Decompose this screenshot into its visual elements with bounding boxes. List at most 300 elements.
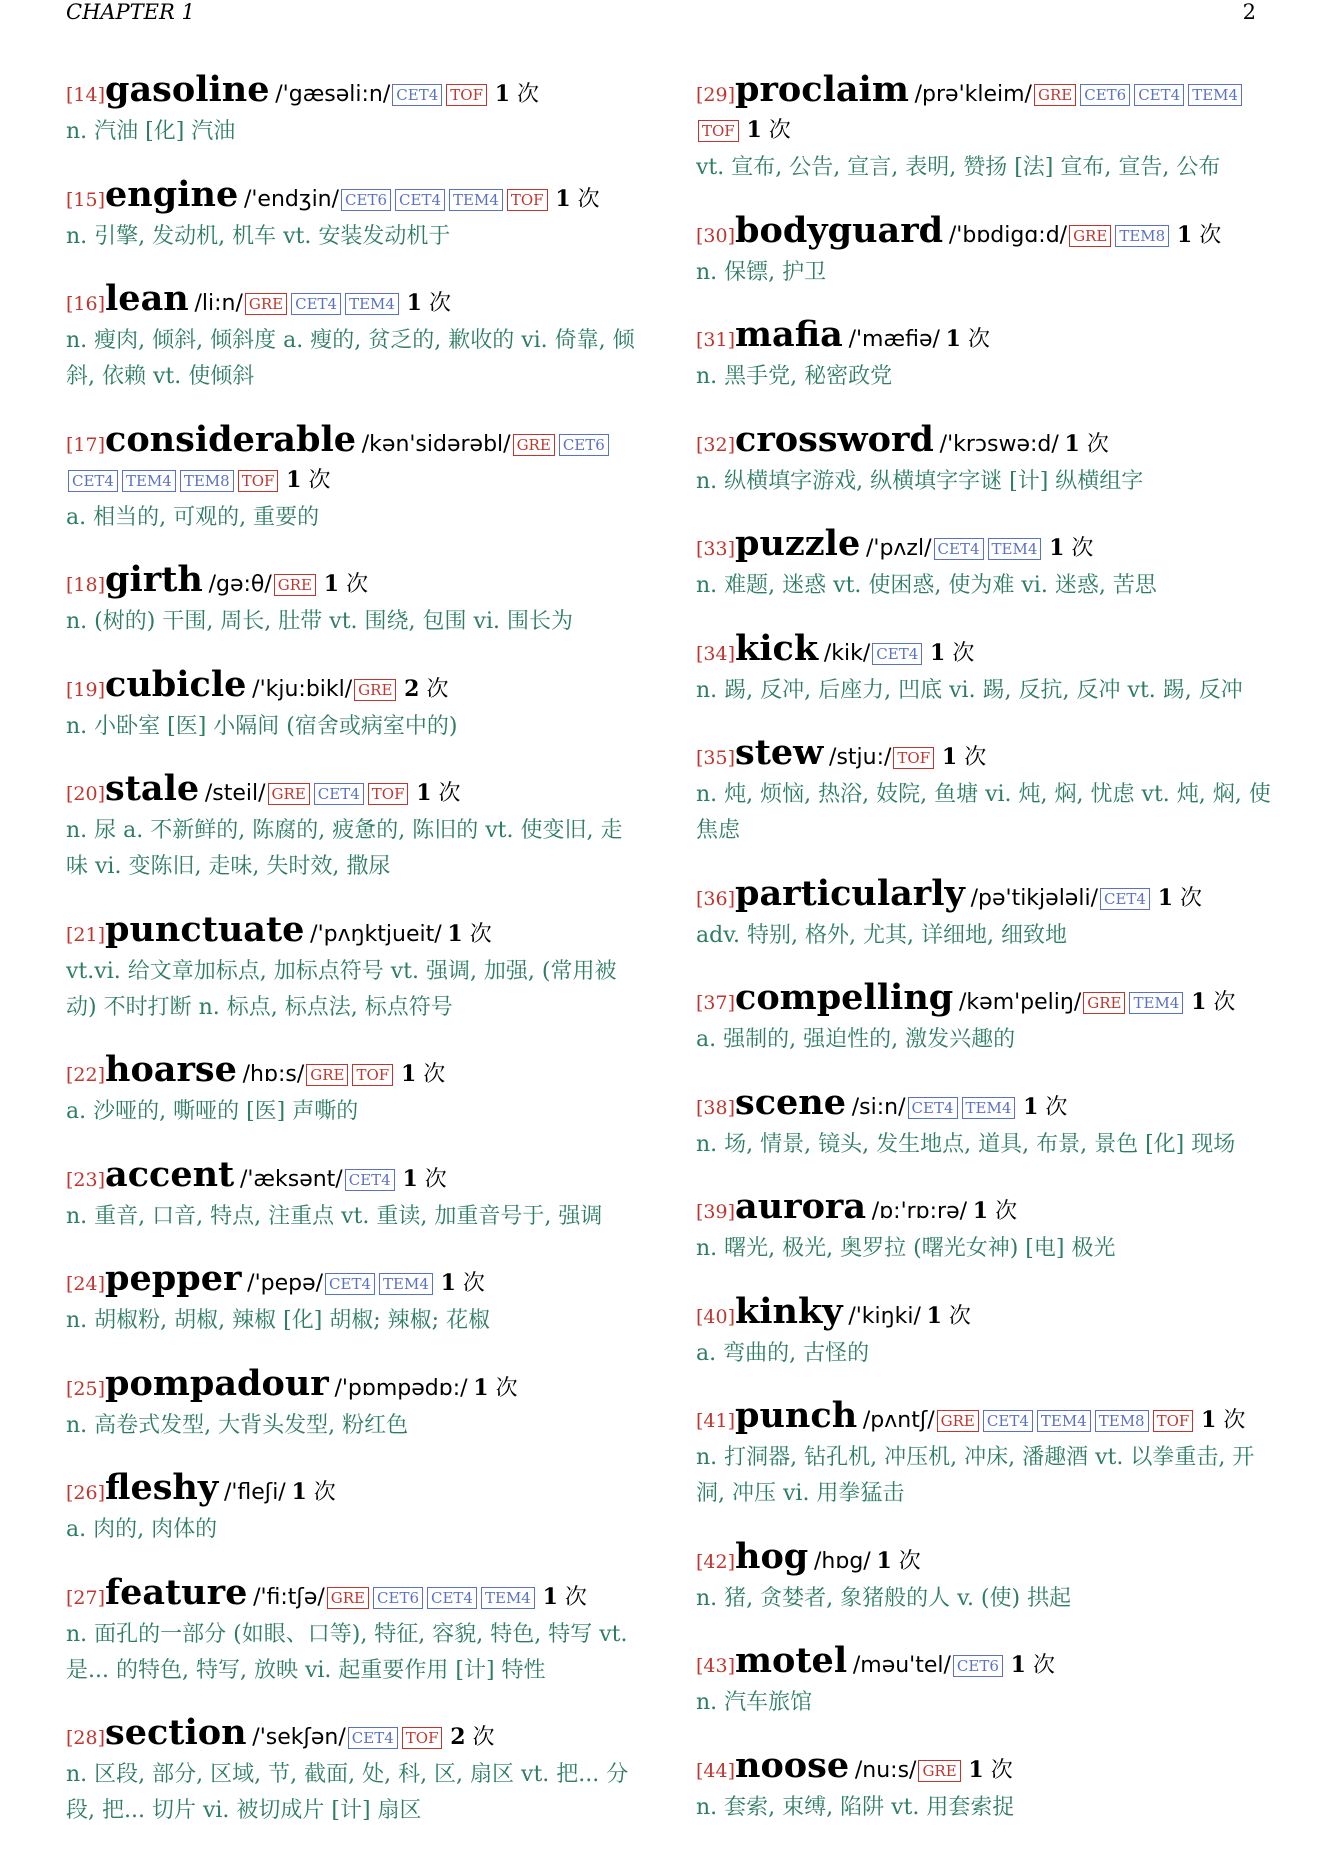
exam-tag-tem4: TEM4 [1188, 84, 1242, 106]
count-value: 1 [542, 1583, 558, 1610]
exam-tag-tof: TOF [698, 120, 739, 142]
headword: pompadour [105, 1362, 329, 1404]
entry-hoarse [66, 1049, 636, 1130]
entry-pepper [66, 1258, 636, 1339]
count-unit: 次 [1032, 1653, 1055, 1678]
phonetic: /kəm'peliŋ/ [959, 990, 1082, 1015]
count-value: 1 [1064, 430, 1080, 457]
entry-girth [66, 559, 636, 640]
entry-number: [28] [66, 1727, 106, 1749]
definition: n. (树的) 干围, 周长, 肚带 vt. 围绕, 包围 vi. 围长为 [66, 609, 573, 634]
exam-tag-tof: TOF [446, 84, 487, 106]
definition: n. 打洞器, 钻孔机, 冲压机, 冲床, 潘趣酒 vt. 以拳重击, 开洞, 冲压 vi. 用拳猛击 [696, 1445, 1255, 1506]
phonetic: /'krɔswə:d/ [939, 431, 1059, 457]
frequency-count [404, 677, 448, 702]
exam-tag-cet4: CET4 [68, 470, 118, 492]
entry-considerable [66, 418, 636, 536]
entry-head [696, 732, 1276, 776]
count-unit: 次 [517, 82, 540, 107]
definition: n. 炖, 烦恼, 热浴, 妓院, 鱼塘 vi. 炖, 焖, 忧虑 vt. 炖, 焖, 使焦虑 [696, 782, 1271, 843]
definition: n. 重音, 口音, 特点, 注重点 vt. 重读, 加重音号于, 强调 [66, 1203, 603, 1229]
count-unit: 次 [346, 572, 369, 597]
headword: puzzle [735, 523, 861, 564]
exam-tag-gre: GRE [354, 679, 396, 701]
exam-tag-tof: TOF [368, 783, 409, 805]
headword: fleshy [105, 1467, 219, 1508]
headword: kick [735, 627, 819, 669]
exam-tag-gre: GRE [513, 434, 555, 456]
headword: lean [105, 278, 189, 319]
entry-scene [696, 1081, 1276, 1163]
exam-tag-tof: TOF [402, 1727, 443, 1749]
count-unit: 次 [472, 1725, 495, 1750]
phonetic: /'endʒin/ [243, 186, 340, 212]
entry-number: [24] [66, 1273, 106, 1295]
definition: n. 区段, 部分, 区域, 节, 截面, 处, 科, 区, 扇区 vt. 把... 分段, 把... 切片 vi. 被切成片 [计] 扇区 [66, 1762, 629, 1823]
count-unit: 次 [462, 1271, 485, 1296]
exam-tag-tof: TOF [507, 189, 548, 211]
count-unit: 次 [990, 1757, 1013, 1783]
entry-number: [18] [66, 574, 106, 596]
entry-number: [15] [66, 188, 106, 211]
entry-head [66, 418, 636, 499]
entry-head [66, 278, 636, 322]
entry-number: [44] [696, 1759, 736, 1782]
phonetic: /pə'tikjələli/ [970, 885, 1098, 911]
entry-number: [31] [696, 329, 736, 351]
headword: noose [735, 1744, 850, 1786]
frequency-count [441, 1271, 485, 1296]
phonetic: /hɒg/ [814, 1548, 871, 1574]
frequency-count [942, 745, 986, 770]
entry-lean [66, 278, 636, 395]
entry-motel [696, 1640, 1276, 1721]
phonetic: /'kju:bikl/ [252, 676, 353, 702]
entry-head [66, 663, 636, 708]
count-value: 1 [1201, 1407, 1217, 1433]
entry-section [66, 1712, 636, 1829]
exam-tag-tem8: TEM8 [180, 470, 234, 492]
count-unit: 次 [898, 1548, 921, 1574]
definition: n. 汽油 [化] 汽油 [66, 119, 236, 144]
count-unit: 次 [428, 291, 451, 316]
entry-head [696, 1744, 1276, 1789]
exam-tag-cet4: CET4 [395, 189, 445, 211]
entry-head [66, 1571, 636, 1616]
entry-kick [696, 627, 1276, 709]
phonetic: /kən'sidərəbl/ [361, 431, 511, 457]
phonetic: /'pepə/ [247, 1271, 324, 1296]
count-unit: 次 [495, 1375, 518, 1401]
frequency-count [286, 468, 330, 493]
exam-tag-cet4: CET4 [908, 1097, 958, 1119]
entry-stale [66, 768, 636, 885]
frequency-count [973, 1199, 1017, 1224]
entry-number: [43] [696, 1655, 736, 1677]
chapter-title: CHAPTER 1 [66, 0, 195, 24]
frequency-count [930, 641, 974, 666]
frequency-count [555, 187, 599, 212]
entry-number: [37] [696, 992, 736, 1014]
count-unit: 次 [438, 781, 461, 806]
count-value: 1 [400, 1061, 417, 1087]
exam-tag-tem4: TEM4 [481, 1587, 535, 1609]
count-value: 1 [494, 81, 511, 107]
exam-tag-tem4: TEM4 [962, 1097, 1016, 1119]
exam-tag-cet4: CET4 [348, 1727, 398, 1749]
phonetic: /pʌntʃ/ [862, 1408, 935, 1433]
headword: punch [735, 1395, 858, 1436]
entry-number: [39] [696, 1201, 736, 1223]
phonetic: /'fleʃi/ [223, 1480, 286, 1505]
entry-aurora [696, 1186, 1276, 1267]
exam-tag-tem4: TEM4 [1129, 992, 1183, 1014]
entry-number: [17] [66, 433, 106, 456]
exam-tag-gre: GRE [937, 1410, 979, 1432]
headword: feature [105, 1571, 248, 1613]
exam-tag-tem4: TEM4 [1037, 1410, 1091, 1432]
definition: n. 踢, 反冲, 后座力, 凹底 vi. 踢, 反抗, 反冲 vt. 踢, 反冲 [696, 677, 1243, 703]
frequency-count [876, 1549, 920, 1574]
entry-punch [696, 1395, 1276, 1512]
headword: pepper [105, 1258, 242, 1299]
headword: particularly [735, 872, 965, 914]
phonetic: /'bɒdigɑ:d/ [948, 222, 1068, 248]
entry-number: [30] [696, 224, 736, 247]
entry-number: [41] [696, 1410, 736, 1432]
entry-number: [29] [696, 84, 736, 106]
phonetic: /'pɒmpədɒ:/ [334, 1375, 468, 1401]
exam-tag-gre: GRE [1034, 84, 1076, 106]
phonetic: /'pʌzl/ [865, 536, 932, 561]
headword: gasoline [105, 69, 270, 110]
entry-head [696, 1640, 1276, 1684]
definition: n. 汽车旅馆 [696, 1690, 813, 1715]
exam-tag-cet4: CET4 [345, 1169, 395, 1191]
headword: scene [735, 1081, 847, 1123]
definition: n. 猪, 贪婪者, 象猪般的人 v. (使) 拱起 [696, 1585, 1072, 1611]
count-value: 1 [323, 571, 340, 597]
headword: motel [735, 1640, 848, 1681]
exam-tag-gre: GRE [1083, 992, 1125, 1014]
count-value: 1 [440, 1270, 456, 1296]
phonetic: /ɒ:'rɒ:rə/ [871, 1199, 968, 1224]
definition: n. 场, 情景, 镜头, 发生地点, 道具, 布景, 景色 [化] 现场 [696, 1131, 1236, 1157]
phonetic: /steil/ [204, 781, 266, 806]
exam-tag-tem4: TEM4 [449, 189, 503, 211]
phonetic: /məu'tel/ [852, 1653, 951, 1678]
exam-tag-tem4: TEM4 [122, 470, 176, 492]
exam-tag-gre: GRE [1069, 225, 1111, 247]
entry-number: [16] [66, 293, 106, 315]
entry-head [696, 69, 1276, 149]
count-unit: 次 [967, 327, 990, 352]
count-value: 1 [926, 1302, 942, 1329]
entry-pompadour [66, 1362, 636, 1444]
frequency-count [1177, 223, 1221, 248]
definition: n. 尿 a. 不新鲜的, 陈腐的, 疲惫的, 陈旧的 vt. 使变旧, 走味 vi. 变陈旧, 走味, 失时效, 撒尿 [66, 818, 623, 879]
exam-tag-cet4: CET4 [1100, 888, 1150, 910]
exam-tag-cet4: CET4 [1134, 84, 1184, 106]
frequency-count [746, 118, 790, 143]
frequency-count [324, 572, 368, 597]
count-value: 1 [746, 117, 762, 143]
definition: adv. 特别, 格外, 尤其, 详细地, 细致地 [696, 922, 1067, 948]
entry-head [696, 418, 1276, 463]
definition: vt. 宣布, 公告, 宣言, 表明, 赞扬 [法] 宣布, 宣告, 公布 [696, 155, 1221, 180]
frequency-count [1191, 990, 1235, 1015]
entry-head [66, 1362, 636, 1407]
exam-tag-gre: GRE [327, 1587, 369, 1609]
count-unit: 次 [1045, 1094, 1068, 1120]
exam-tag-tof: TOF [893, 747, 934, 769]
frequency-count [402, 1167, 446, 1192]
entry-accent [66, 1153, 636, 1235]
frequency-count [401, 1062, 445, 1087]
frequency-count [968, 1758, 1012, 1783]
count-value: 1 [972, 1198, 989, 1224]
entry-head [66, 1049, 636, 1093]
count-unit: 次 [1213, 990, 1236, 1015]
right-column [696, 69, 1276, 1852]
frequency-count [1049, 536, 1093, 561]
count-unit: 次 [1180, 885, 1203, 911]
exam-tag-cet6: CET6 [1080, 84, 1130, 106]
definition: n. 胡椒粉, 胡椒, 辣椒 [化] 胡椒; 辣椒; 花椒 [66, 1308, 491, 1333]
exam-tag-cet4: CET4 [291, 293, 341, 315]
entry-proclaim [696, 69, 1276, 186]
phonetic: /'gæsəli:n/ [275, 82, 391, 107]
frequency-count [473, 1376, 517, 1401]
entry-particularly [696, 872, 1276, 954]
frequency-count [1011, 1653, 1055, 1678]
definition: n. 小卧室 [医] 小隔间 (宿舍或病室中的) [66, 713, 458, 739]
definition: a. 相当的, 可观的, 重要的 [66, 504, 320, 530]
exam-tag-cet4: CET4 [872, 643, 922, 665]
count-unit: 次 [1071, 536, 1094, 561]
entry-gasoline [66, 69, 636, 150]
entry-feature [66, 1571, 636, 1689]
entry-head [696, 627, 1276, 672]
frequency-count [291, 1480, 335, 1505]
entry-number: [32] [696, 433, 736, 456]
exam-tag-tem8: TEM8 [1095, 1410, 1149, 1432]
frequency-count [927, 1304, 971, 1329]
definition: n. 高卷式发型, 大背头发型, 粉红色 [66, 1412, 409, 1438]
exam-tag-gre: GRE [918, 1760, 960, 1782]
phonetic: /gə:θ/ [208, 572, 272, 597]
count-unit: 次 [308, 467, 331, 493]
count-unit: 次 [423, 1062, 446, 1087]
entry-head [66, 173, 636, 218]
frequency-count [447, 922, 491, 947]
headword: mafia [735, 314, 843, 355]
entry-cubicle [66, 663, 636, 745]
entry-stew [696, 732, 1276, 849]
entry-crossword [696, 418, 1276, 500]
phonetic: /'kiŋki/ [848, 1303, 921, 1329]
definition: n. 保镖, 护卫 [696, 259, 827, 285]
phonetic: /'fi:tʃə/ [253, 1584, 325, 1610]
count-unit: 次 [313, 1480, 336, 1505]
entry-engine [66, 173, 636, 255]
entry-head [696, 1186, 1276, 1230]
exam-tag-tem4: TEM4 [379, 1273, 433, 1295]
entry-number: [19] [66, 678, 106, 701]
entry-hog [696, 1535, 1276, 1617]
count-unit: 次 [1223, 1408, 1246, 1433]
frequency-count [407, 291, 451, 316]
count-unit: 次 [768, 118, 791, 143]
exam-tag-cet4: CET4 [983, 1410, 1033, 1432]
exam-tag-cet6: CET6 [373, 1587, 423, 1609]
headword: kinky [735, 1290, 843, 1332]
headword: proclaim [735, 69, 909, 110]
entry-bodyguard [696, 209, 1276, 291]
entry-head [66, 1712, 636, 1756]
frequency-count [416, 781, 460, 806]
count-unit: 次 [995, 1199, 1018, 1224]
entry-head [66, 1467, 636, 1511]
phonetic: /'æksənt/ [239, 1166, 343, 1192]
entry-head [66, 1258, 636, 1302]
headword: stew [735, 732, 824, 773]
headword: accent [105, 1153, 235, 1195]
count-value: 1 [406, 290, 422, 316]
exam-tag-tem4: TEM4 [988, 538, 1042, 560]
headword: hog [735, 1535, 809, 1577]
entry-mafia [696, 314, 1276, 395]
entry-punctuate [66, 908, 636, 1026]
entry-compelling [696, 977, 1276, 1058]
count-unit: 次 [564, 1584, 587, 1610]
exam-tag-cet4: CET4 [427, 1587, 477, 1609]
entry-head [696, 523, 1276, 567]
count-value: 1 [1157, 884, 1174, 911]
frequency-count [1201, 1408, 1245, 1433]
exam-tag-gre: GRE [306, 1064, 348, 1086]
exam-tag-cet4: CET4 [392, 84, 442, 106]
entry-head [696, 314, 1276, 358]
entry-number: [21] [66, 923, 106, 946]
entry-head [696, 1290, 1276, 1335]
count-value: 1 [930, 639, 946, 666]
count-unit: 次 [424, 1166, 447, 1192]
exam-tag-cet6: CET6 [341, 189, 391, 211]
entry-head [66, 69, 636, 113]
entry-head [696, 1395, 1276, 1439]
exam-tag-tem4: TEM4 [345, 293, 399, 315]
headword: aurora [735, 1186, 867, 1227]
exam-tag-tof: TOF [238, 470, 279, 492]
definition: a. 沙哑的, 嘶哑的 [医] 声嘶的 [66, 1099, 359, 1124]
count-value: 1 [1049, 535, 1065, 561]
phonetic: /'sekʃən/ [252, 1725, 346, 1750]
phonetic: /'pʌŋktjueit/ [310, 921, 442, 947]
phonetic: /si:n/ [851, 1094, 906, 1120]
count-value: 1 [941, 744, 958, 770]
count-unit: 次 [426, 676, 449, 702]
count-value: 1 [291, 1479, 307, 1505]
count-unit: 次 [964, 745, 987, 770]
entry-head [696, 1535, 1276, 1580]
entry-number: [36] [696, 887, 736, 910]
frequency-count [946, 327, 990, 352]
headword: compelling [735, 977, 954, 1018]
exam-tag-cet4: CET4 [314, 783, 364, 805]
count-unit: 次 [948, 1303, 971, 1329]
count-value: 2 [450, 1724, 466, 1750]
count-value: 2 [404, 675, 420, 702]
count-value: 1 [1023, 1093, 1039, 1120]
entry-head [696, 872, 1276, 917]
entry-head [66, 908, 636, 953]
exam-tag-tem8: TEM8 [1115, 225, 1169, 247]
exam-tag-cet4: CET4 [934, 538, 984, 560]
count-value: 1 [876, 1547, 892, 1574]
exam-tag-cet4: CET4 [325, 1273, 375, 1295]
definition: n. 纵横填字游戏, 纵横填字字谜 [计] 纵横组字 [696, 468, 1144, 494]
definition: n. 黑手党, 秘密政党 [696, 364, 893, 389]
entry-head [696, 209, 1276, 254]
definition: vt.vi. 给文章加标点, 加标点符号 vt. 强调, 加强, (常用被动) 不时打断 n. 标点, 标点法, 标点符号 [66, 958, 617, 1020]
entry-number: [14] [66, 84, 106, 106]
entry-head [696, 1081, 1276, 1126]
definition: a. 强制的, 强迫性的, 激发兴趣的 [696, 1027, 1016, 1052]
definition: a. 肉的, 肉体的 [66, 1517, 218, 1542]
frequency-count [495, 82, 539, 107]
entry-head [696, 977, 1276, 1021]
left-column [66, 69, 636, 1856]
entry-puzzle [696, 523, 1276, 604]
phonetic: /prə'kleim/ [914, 82, 1032, 107]
entry-number: [27] [66, 1586, 106, 1609]
headword: crossword [735, 418, 934, 460]
phonetic: /kik/ [823, 640, 871, 666]
phonetic: /nu:s/ [854, 1757, 917, 1783]
exam-tag-tof: TOF [352, 1064, 393, 1086]
frequency-count [543, 1585, 587, 1610]
entry-number: [35] [696, 747, 736, 769]
count-unit: 次 [1199, 222, 1222, 248]
count-value: 1 [1010, 1652, 1026, 1678]
definition: n. 难题, 迷惑 vt. 使困惑, 使为难 vi. 迷惑, 苦思 [696, 573, 1157, 598]
entry-number: [34] [696, 642, 736, 665]
entry-number: [42] [696, 1550, 736, 1573]
entry-number: [22] [66, 1064, 106, 1086]
phonetic: /hɒ:s/ [242, 1062, 305, 1087]
headword: punctuate [105, 908, 305, 950]
entry-number: [20] [66, 783, 106, 805]
phonetic: /'mæfiə/ [848, 327, 940, 352]
count-value: 1 [1176, 221, 1193, 248]
headword: cubicle [105, 663, 247, 705]
count-unit: 次 [952, 640, 975, 666]
frequency-count [1065, 432, 1109, 457]
headword: bodyguard [735, 209, 944, 251]
entry-kinky [696, 1290, 1276, 1372]
entry-head [66, 1153, 636, 1198]
count-value: 1 [968, 1756, 984, 1783]
definition: n. 引擎, 发动机, 机车 vt. 安装发动机于 [66, 223, 451, 249]
phonetic: /li:n/ [194, 291, 243, 316]
entry-noose [696, 1744, 1276, 1826]
frequency-count [1158, 886, 1202, 911]
headword: hoarse [105, 1049, 237, 1090]
definition: a. 弯曲的, 古怪的 [696, 1340, 870, 1366]
phonetic: /stju:/ [829, 745, 892, 770]
exam-tag-cet6: CET6 [953, 1655, 1003, 1677]
